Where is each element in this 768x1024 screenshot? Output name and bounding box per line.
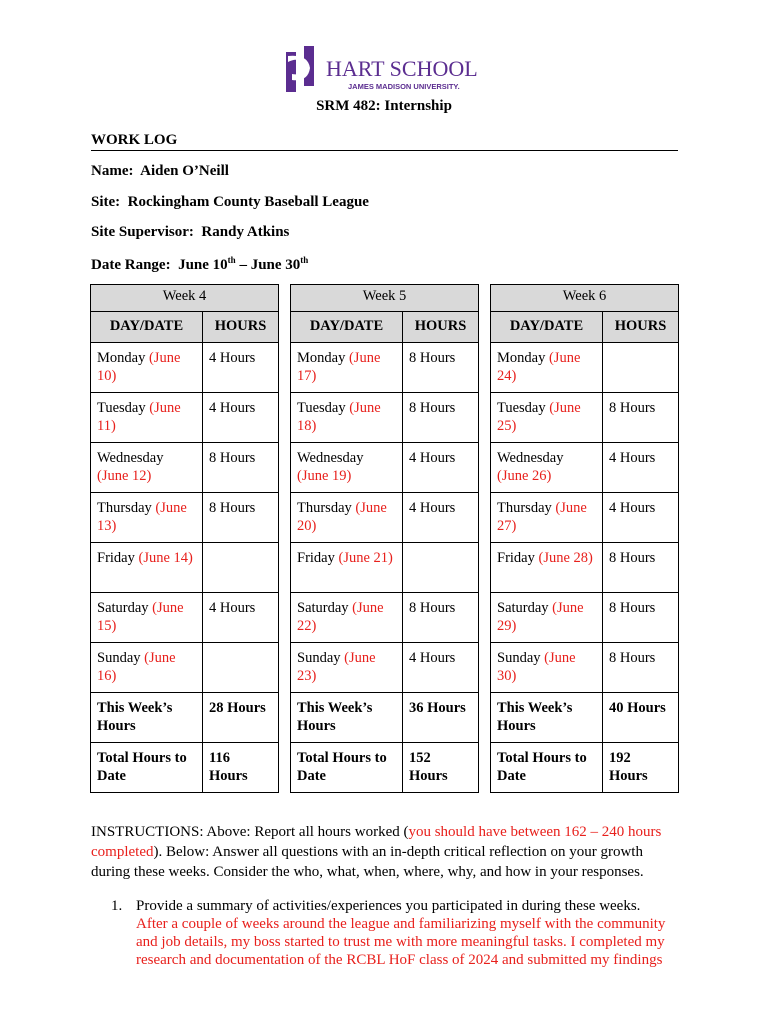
week-hours-row (491, 693, 679, 743)
day-hours-cell: 4 Hours (203, 593, 279, 643)
day-hours-cell: 4 Hours (403, 643, 479, 693)
day-date-cell (491, 443, 603, 493)
day-date: (June 20) (297, 500, 387, 534)
day-hours-cell: 4 Hours (203, 393, 279, 443)
day-date-cell (491, 593, 603, 643)
question-answer: After a couple of weeks around the league and familiarizing myself with the community and job details, my boss started to trust me with more meaningful tasks. I completed my research and documentation of the RCBL HoF class of 2024 and submitted my findings (136, 916, 666, 968)
date-start: June 10 (178, 257, 228, 273)
total-hours-value: 152 Hours (403, 743, 479, 793)
week-hours-label: This Week’s Hours (291, 693, 403, 743)
day-date-cell (291, 543, 403, 593)
day-date-cell (91, 593, 203, 643)
week-hours-value: 40 Hours (603, 693, 679, 743)
day-hours-cell (403, 543, 479, 593)
week-hours-row (291, 693, 479, 743)
week-hours-value: 28 Hours (203, 693, 279, 743)
day-row (291, 443, 479, 493)
day-name: Friday (97, 550, 135, 566)
total-hours-label: Total Hours to Date (491, 743, 603, 793)
date-range-field (91, 255, 308, 274)
day-row (91, 543, 279, 593)
day-hours-cell: 8 Hours (603, 543, 679, 593)
supervisor-value: Randy Atkins (201, 224, 290, 240)
day-date: (June 26) (497, 468, 552, 484)
day-row (91, 593, 279, 643)
day-date-cell (491, 493, 603, 543)
day-date-cell (91, 493, 203, 543)
week-table (290, 284, 479, 793)
day-date-cell (91, 443, 203, 493)
day-date-cell (291, 593, 403, 643)
day-date: (June 10) (97, 350, 181, 384)
day-hours-cell: 4 Hours (603, 493, 679, 543)
name-value: Aiden O’Neill (140, 163, 229, 179)
day-date: (June 16) (97, 650, 176, 684)
name-label: Name: (91, 163, 134, 179)
date-end-suffix: th (300, 255, 309, 265)
day-date: (June 12) (97, 468, 152, 484)
total-hours-row (491, 743, 679, 793)
day-date: (June 21) (338, 550, 393, 566)
day-row (91, 343, 279, 393)
date-range-label: Date Range: (91, 257, 171, 273)
day-date-cell (91, 543, 203, 593)
day-date-cell (291, 443, 403, 493)
day-row (491, 543, 679, 593)
col-hours-header: HOURS (603, 312, 679, 343)
day-date-cell (491, 543, 603, 593)
day-row (91, 443, 279, 493)
col-day-header: DAY/DATE (491, 312, 603, 343)
day-row (491, 643, 679, 693)
day-date: (June 23) (297, 650, 376, 684)
instructions-text-1: INSTRUCTIONS: Above: Report all hours worked ( (91, 824, 409, 840)
day-row (491, 393, 679, 443)
day-name: Thursday (297, 500, 352, 516)
day-date: (June 17) (297, 350, 381, 384)
week-table (490, 284, 679, 793)
day-row (291, 343, 479, 393)
instructions-text-2: ). Below: Answer all questions with an in-depth critical reflection on your growth during these weeks. Consider the who, what, when, where, why, and how in your responses. (91, 844, 644, 880)
day-date: (June 14) (138, 550, 193, 566)
logo-subname: JAMES MADISON UNIVERSITY. (348, 82, 460, 91)
day-date: (June 24) (497, 350, 581, 384)
day-row (291, 643, 479, 693)
day-name: Saturday (497, 600, 549, 616)
day-date-cell (91, 643, 203, 693)
day-row (91, 643, 279, 693)
day-date-cell (291, 643, 403, 693)
day-date: (June 29) (497, 600, 584, 634)
col-day-header: DAY/DATE (291, 312, 403, 343)
week-title: Week 4 (91, 285, 279, 312)
day-hours-cell: 8 Hours (403, 393, 479, 443)
course-title: SRM 482: Internship (316, 98, 452, 114)
day-name: Sunday (497, 650, 541, 666)
day-name: Wednesday (497, 450, 564, 466)
day-date: (June 11) (97, 400, 181, 434)
day-date-cell (491, 643, 603, 693)
day-row (491, 493, 679, 543)
total-hours-row (91, 743, 279, 793)
day-date: (June 19) (297, 468, 352, 484)
total-hours-label: Total Hours to Date (291, 743, 403, 793)
day-hours-cell: 8 Hours (203, 493, 279, 543)
day-date-cell (491, 393, 603, 443)
day-name: Saturday (297, 600, 349, 616)
day-hours-cell: 8 Hours (403, 593, 479, 643)
total-hours-value: 116 Hours (203, 743, 279, 793)
instructions-hours-requirement: you should have between 162 – 240 hours completed (91, 824, 662, 860)
day-name: Friday (297, 550, 335, 566)
day-name: Monday (497, 350, 546, 366)
date-start-suffix: th (227, 255, 236, 265)
day-hours-cell (203, 643, 279, 693)
day-name: Monday (97, 350, 146, 366)
day-hours-cell: 8 Hours (203, 443, 279, 493)
day-date-cell (491, 343, 603, 393)
day-row (291, 593, 479, 643)
day-name: Tuesday (297, 400, 346, 416)
site-label: Site: (91, 194, 121, 210)
day-name: Sunday (297, 650, 341, 666)
day-date: (June 27) (497, 500, 587, 534)
day-row (491, 593, 679, 643)
site-value: Rockingham County Baseball League (127, 194, 369, 210)
day-name: Saturday (97, 600, 149, 616)
col-day-header: DAY/DATE (91, 312, 203, 343)
logo-name: HART SCHOOL (326, 56, 478, 81)
week-hours-label: This Week’s Hours (491, 693, 603, 743)
week-table (90, 284, 279, 793)
total-hours-row (291, 743, 479, 793)
supervisor-label: Site Supervisor: (91, 224, 194, 240)
total-hours-label: Total Hours to Date (91, 743, 203, 793)
question-number: 1. (111, 898, 123, 914)
day-name: Thursday (97, 500, 152, 516)
week-hours-value: 36 Hours (403, 693, 479, 743)
day-date: (June 22) (297, 600, 384, 634)
day-row (91, 493, 279, 543)
week-title: Week 5 (291, 285, 479, 312)
day-hours-cell: 8 Hours (603, 593, 679, 643)
day-name: Tuesday (97, 400, 146, 416)
day-hours-cell: 4 Hours (403, 493, 479, 543)
day-row (91, 393, 279, 443)
day-name: Sunday (97, 650, 141, 666)
supervisor-field (91, 224, 289, 241)
day-row (291, 393, 479, 443)
hart-school-logo (286, 46, 486, 94)
total-hours-value: 192 Hours (603, 743, 679, 793)
week-hours-row (91, 693, 279, 743)
week-hours-label: This Week’s Hours (91, 693, 203, 743)
day-hours-cell: 8 Hours (603, 643, 679, 693)
site-field (91, 194, 369, 211)
instructions (91, 822, 681, 882)
day-name: Wednesday (297, 450, 364, 466)
day-date: (June 30) (497, 650, 576, 684)
day-hours-cell: 8 Hours (603, 393, 679, 443)
week-title: Week 6 (491, 285, 679, 312)
date-end: June 30 (250, 257, 301, 273)
day-hours-cell: 4 Hours (603, 443, 679, 493)
question-prompt: Provide a summary of activities/experiences you participated in during these weeks. (136, 898, 641, 914)
day-name: Thursday (497, 500, 552, 516)
day-date-cell (291, 393, 403, 443)
date-separator: – (235, 257, 251, 273)
day-date: (June 28) (538, 550, 593, 566)
day-date-cell (91, 343, 203, 393)
day-hours-cell: 4 Hours (203, 343, 279, 393)
day-hours-cell (603, 343, 679, 393)
day-date-cell (291, 493, 403, 543)
day-name: Wednesday (97, 450, 164, 466)
day-date-cell (291, 343, 403, 393)
day-hours-cell: 4 Hours (403, 443, 479, 493)
day-row (491, 343, 679, 393)
day-row (291, 493, 479, 543)
day-row (291, 543, 479, 593)
col-hours-header: HOURS (203, 312, 279, 343)
day-date-cell (91, 393, 203, 443)
name-field (91, 163, 229, 180)
day-hours-cell (203, 543, 279, 593)
work-log-title: WORK LOG (91, 132, 678, 151)
day-row (491, 443, 679, 493)
day-date: (June 25) (497, 400, 581, 434)
day-name: Friday (497, 550, 535, 566)
day-date: (June 13) (97, 500, 187, 534)
day-date: (June 18) (297, 400, 381, 434)
day-hours-cell: 8 Hours (403, 343, 479, 393)
day-date: (June 15) (97, 600, 184, 634)
col-hours-header: HOURS (403, 312, 479, 343)
day-name: Monday (297, 350, 346, 366)
day-name: Tuesday (497, 400, 546, 416)
